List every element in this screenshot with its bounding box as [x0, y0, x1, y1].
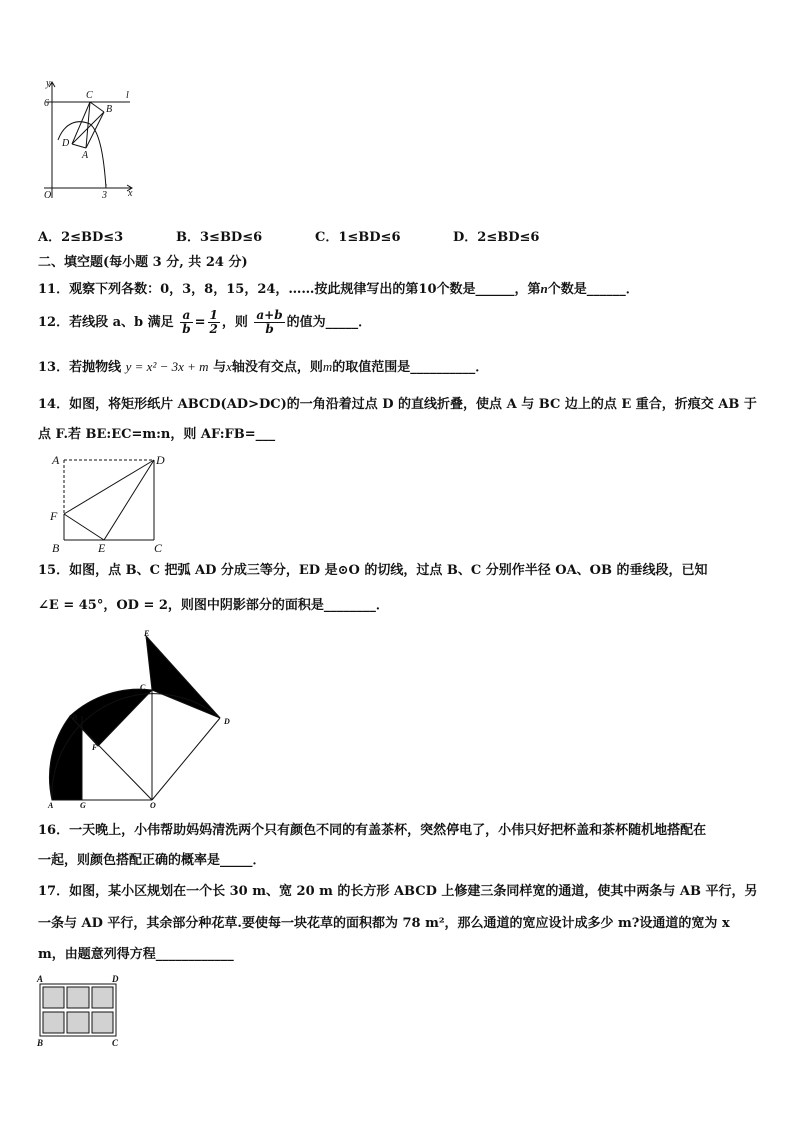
fraction-one-half: $\frac{1}{2}$	[209, 308, 218, 336]
question-15-line-1: 15．如图，点 B、C 把弧 AD 分成三等分，ED 是⊙O 的切线，过点 B、C 分别作半径 OA、OB 的垂线段，已知	[38, 563, 708, 578]
plot-2	[67, 987, 89, 1008]
label-o: O	[44, 190, 52, 201]
q15-figure	[40, 628, 240, 808]
label-f: F	[92, 743, 98, 752]
segment-db	[72, 112, 104, 144]
option-b: B．3≤BD≤6	[176, 230, 263, 245]
q14-figure	[48, 452, 172, 556]
plot-6	[92, 1012, 113, 1033]
label-g: G	[80, 801, 86, 808]
label-d: D	[224, 717, 230, 726]
label-b: B	[72, 713, 78, 722]
question-12: 12．若线段 a、b 满足 $\frac{a}{b}$ = $\frac{1}{2}$ ，则 $\frac{a+b}{b}$ 的值为_____．	[38, 308, 372, 336]
segment-ed	[104, 460, 154, 540]
label-l: l	[126, 90, 129, 101]
label-c: C	[154, 541, 163, 555]
label-d: D	[156, 453, 165, 467]
fraction-a-over-b: $\frac{a}{b}$	[182, 308, 191, 336]
segment-cb	[90, 102, 104, 112]
question-15-line-2: ∠E = 45°，OD = 2，则图中阴影部分的面积是________．	[38, 598, 389, 613]
question-17-line-2: 一条与 AD 平行，其余部分种花草.要使每一块花草的面积都为 78 m²，那么通道的宽应设计成多少 m?设通道的宽为 x	[38, 916, 730, 931]
label-a: A	[82, 150, 89, 161]
question-17-line-1: 17．如图，某小区规划在一个长 30 m、宽 20 m 的长方形 ABCD 上修建三条同样宽的通道，使其中两条与 AB 平行，另	[38, 884, 758, 899]
label-c: C	[86, 90, 93, 101]
question-13: 13．若抛物线 y = x² − 3x + m 与x轴没有交点，则m的取值范围是__________．	[38, 359, 489, 375]
label-b: B	[52, 541, 60, 555]
label-a: A	[52, 453, 60, 467]
option-a: A．2≤BD≤3	[38, 230, 124, 245]
plot-4	[43, 1012, 64, 1033]
label-a: A	[48, 801, 54, 808]
question-17-line-3: m，由题意列得方程____________	[38, 947, 234, 962]
q17-figure	[34, 974, 130, 1050]
label-c: C	[112, 1038, 119, 1048]
label-six: 6	[44, 98, 49, 109]
question-16-line-1: 16．一天晚上，小伟帮助妈妈清洗两个只有颜色不同的有盖茶杯，突然停电了，小伟只好把杯盖和茶杯随机地搭配在	[38, 823, 707, 838]
label-e: E	[98, 541, 106, 555]
label-f: F	[50, 509, 58, 523]
segment-ad	[72, 144, 86, 148]
section-title: 二、填空题(每小题 3 分, 共 24 分)	[38, 255, 248, 270]
fraction-a-plus-b-over-b: $\frac{a+b}{b}$	[256, 308, 283, 336]
plot-3	[92, 987, 113, 1008]
label-x: x	[128, 188, 133, 199]
radius-od	[152, 718, 220, 800]
q10-figure	[36, 78, 146, 204]
option-c: C．1≤BD≤6	[315, 230, 401, 245]
label-d: D	[62, 138, 70, 149]
segment-fe	[64, 514, 104, 540]
label-c: C	[140, 683, 146, 692]
label-o: O	[150, 801, 156, 808]
question-11: 11．观察下列各数：0，3，8，15，24，……按此规律写出的第10个数是______，第n个数是______．	[38, 281, 639, 297]
question-14-line-1: 14．如图，将矩形纸片 ABCD(AD>DC)的一角沿着过点 D 的直线折叠，使点 A 与 BC 边上的点 E 重合，折痕交 AB 于	[38, 397, 757, 412]
plot-1	[43, 987, 64, 1008]
question-16-line-2: 一起，则颜色搭配正确的概率是_____．	[38, 853, 266, 868]
question-14-line-2: 点 F.若 BE:EC=m:n，则 AF:FB=___	[38, 427, 276, 442]
label-b: B	[37, 1038, 44, 1048]
label-three: 3	[102, 190, 107, 201]
option-d: D．2≤BD≤6	[453, 230, 540, 245]
label-b: B	[106, 104, 113, 115]
plot-5	[67, 1012, 89, 1033]
fold-fd	[64, 460, 154, 514]
label-a: A	[37, 974, 44, 984]
label-y: y	[46, 78, 51, 89]
label-d: D	[112, 974, 119, 984]
label-e: E	[144, 629, 150, 638]
